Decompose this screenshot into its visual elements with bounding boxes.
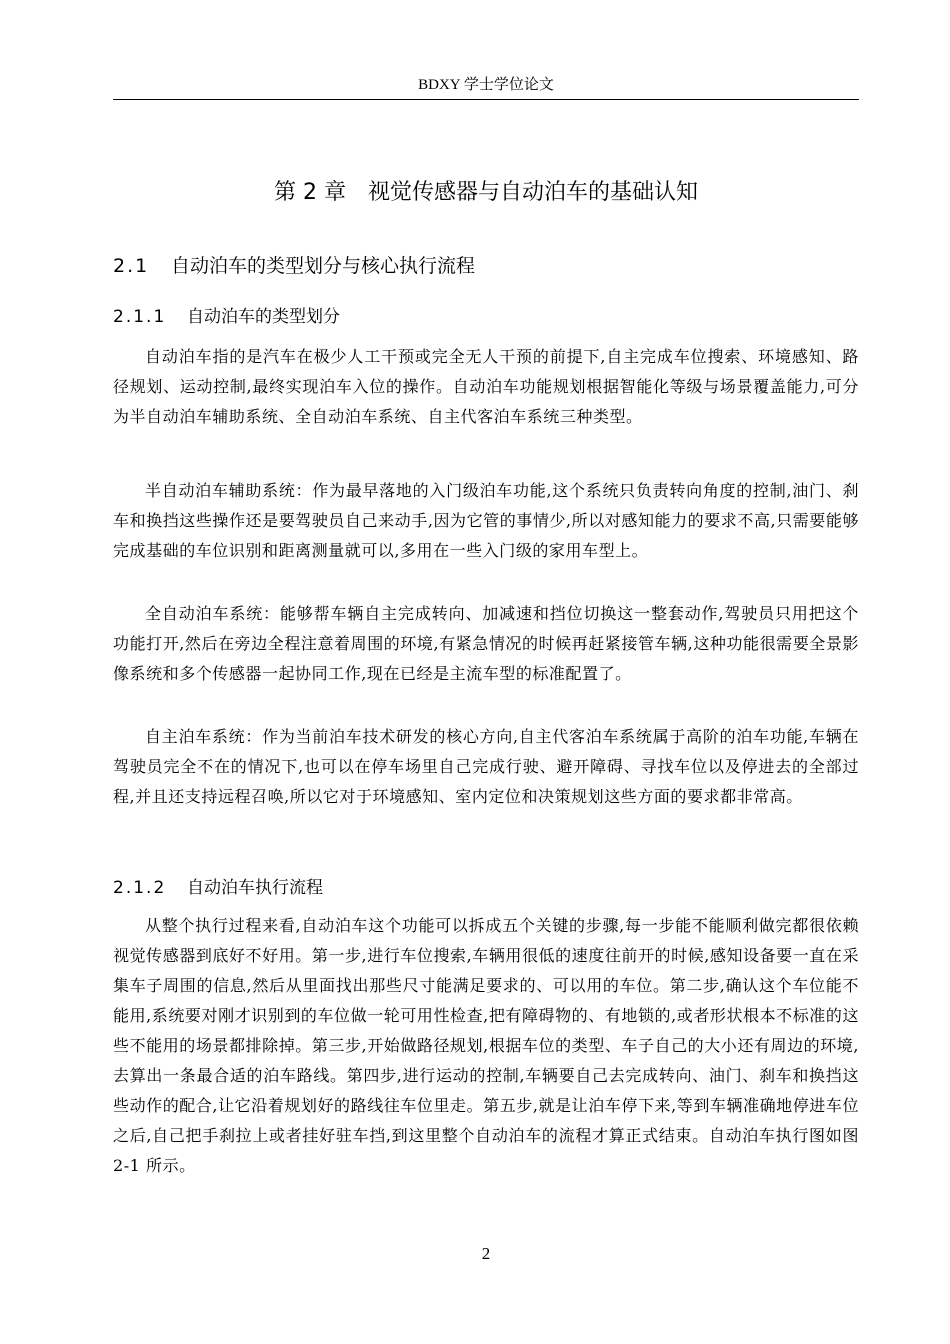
- subsection-title: 自动泊车执行流程: [187, 878, 323, 898]
- body-paragraph-3: 全自动泊车系统：能够帮车辆自主完成转向、加减速和挡位切换这一整套动作,驾驶员只用把这个功能打开,然后在旁边全程注意着周围的环境,有紧急情况的时候再赶紧接管车辆,这种功能很需要全景影像系统和多个传感器一起协同工作,现在已经是主流车型的标准配置了。: [113, 604, 859, 683]
- page-number: 2: [481, 1244, 491, 1263]
- body-paragraph-5: 从整个执行过程来看,自动泊车这个功能可以拆成五个关键的步骤,每一步能不能顺利做完都很依赖视觉传感器到底好不好用。第一步,进行车位搜索,车辆用很低的速度往前开的时候,感知设备要一直在采集车子周围的信息,然后从里面找出那些尺寸能满足要求的、可以用的车位。第二步,确认这个车位能不能用,系统要对刚才识别到的车位做一轮可用性检查,把有障碍物的、有地锁的,或者形状根本不标准的这些不能用的场景都排除掉。第三步,开始做路径规划,根据车位的类型、车子自己的大小还有周边的环境,去算出一条最合适的泊车路线。第四步,进行运动的控制,车辆要自己去完成转向、油门、刹车和换挡这些动作的配合,让它沿着规划好的路线往车位里走。第五步,就是让泊车停下来,等到车辆准确地停进车位之后,自己把手刹拉上或者挂好驻车挡,到这里整个自动泊车的流程才算正式结束。自动泊车执行图如图 2-1 所示。: [113, 916, 859, 1175]
- running-header: BDXY 学士学位论文: [418, 77, 554, 93]
- body-paragraph-2: 半自动泊车辅助系统：作为最早落地的入门级泊车功能,这个系统只负责转向角度的控制,油门、刹车和换挡这些操作还是要驾驶员自己来动手,因为它管的事情少,所以对感知能力的要求不高,只需要能够完成基础的车位识别和距离测量就可以,多用在一些入门级的家用车型上。: [113, 481, 859, 560]
- section-heading-2-1: [113, 252, 475, 280]
- body-paragraph-1: 自动泊车指的是汽车在极少人工干预或完全无人干预的前提下,自主完成车位搜索、环境感知、路径规划、运动控制,最终实现泊车入位的操作。自动泊车功能规划根据智能化等级与场景覆盖能力,可分为半自动泊车辅助系统、全自动泊车系统、自主代客泊车系统三种类型。: [113, 347, 859, 426]
- chapter-title: [113, 178, 859, 208]
- section-title: 自动泊车的类型划分与核心执行流程: [171, 255, 476, 277]
- chapter-number: 第 2 章: [274, 180, 346, 205]
- subsection-heading-2-1-1: [113, 304, 340, 330]
- subsection-heading-2-1-2: [113, 875, 323, 901]
- body-paragraph-4: 自主泊车系统：作为当前泊车技术研发的核心方向,自主代客泊车系统属于高阶的泊车功能,车辆在驾驶员完全不在的情况下,也可以在停车场里自己完成行驶、避开障碍、寻找车位以及停进去的全部过程,并且还支持远程召唤,所以它对于环境感知、室内定位和决策规划这些方面的要求都非常高。: [113, 727, 859, 806]
- header-rule: [113, 99, 859, 100]
- subsection-number: 2.1.1: [113, 307, 167, 327]
- chapter-title-text: 视觉传感器与自动泊车的基础认知: [367, 180, 698, 205]
- subsection-number: 2.1.2: [113, 878, 167, 898]
- subsection-title: 自动泊车的类型划分: [187, 307, 340, 327]
- section-number: 2.1: [113, 255, 150, 277]
